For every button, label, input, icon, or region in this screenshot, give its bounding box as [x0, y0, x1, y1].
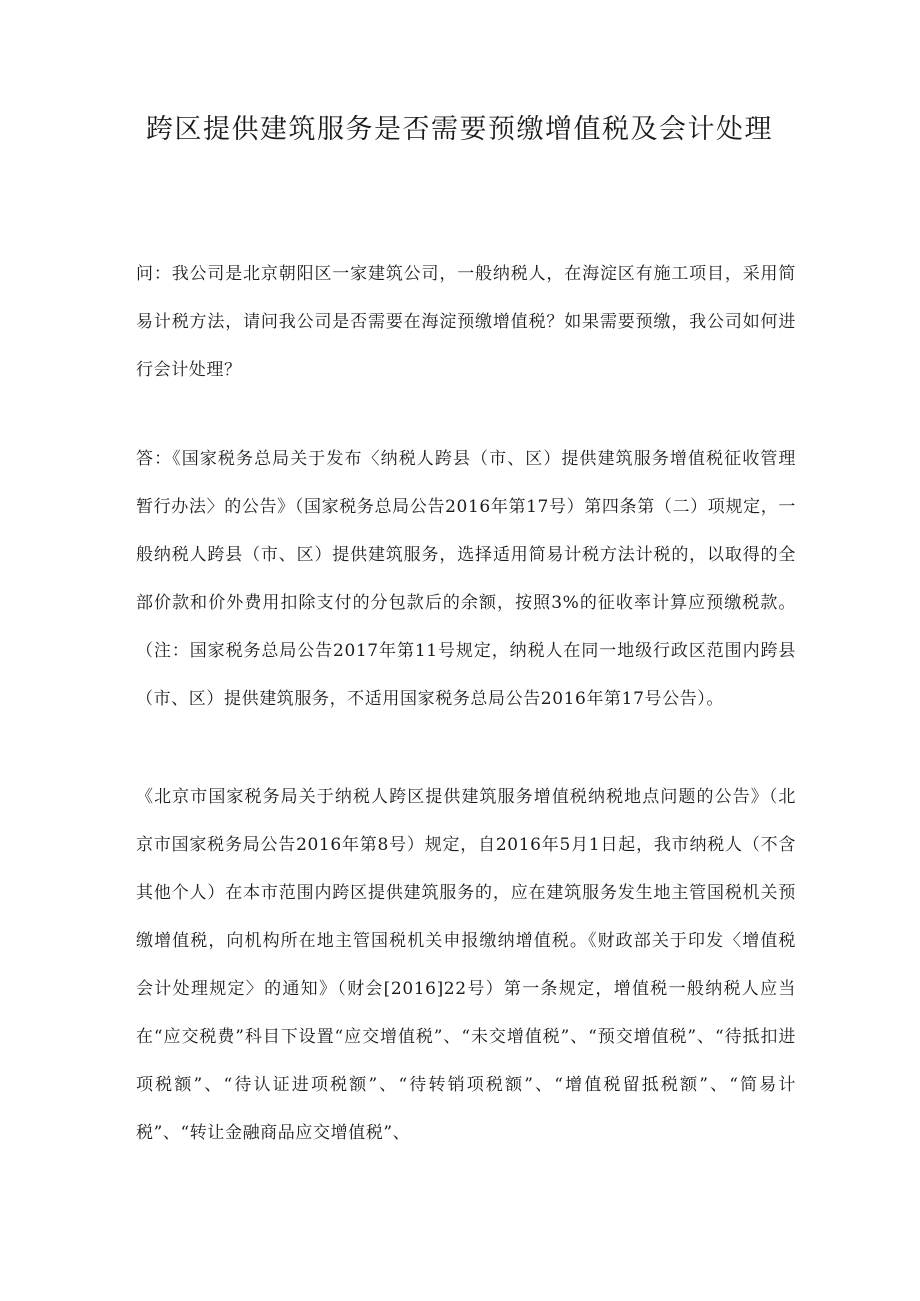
document-title: 跨区提供建筑服务是否需要预缴增值税及会计处理	[146, 114, 773, 145]
answer-paragraph: 答：《国家税务总局关于发布〈纳税人跨县（市、区）提供建筑服务增值税征收管理暂行办法〉的公告》（国家税务总局公告2016年第17号）第四条第（二）项规定，一般纳税人跨县（市、区）提供建筑服务，选择适用简易计税方法计税的，以取得的全部价款和价外费用扣除支付的分包款后的余额，按照3%的征收率计算应预缴税款。（注：国家税务总局公告2017年第11号规定，纳税人在同一地级行政区范围内跨县（市、区）提供建筑服务，不适用国家税务总局公告2016年第17号公告）。	[136, 449, 796, 709]
question-paragraph: 问：我公司是北京朝阳区一家建筑公司，一般纳税人，在海淀区有施工项目，采用简易计税方法，请问我公司是否需要在海淀预缴增值税？如果需要预缴，我公司如何进行会计处理？	[136, 264, 796, 380]
regulation-paragraph: 《北京市国家税务局关于纳税人跨区提供建筑服务增值税纳税地点问题的公告》（北京市国家税务局公告2016年第8号）规定，自2016年5月1日起，我市纳税人（不含其他个人）在本市范围内跨区提供建筑服务的，应在建筑服务发生地主管国税机关预缴增值税，向机构所在地主管国税机关申报缴纳增值税。《财政部关于印发〈增值税会计处理规定〉的通知》（财会[2016]22号）第一条规定，增值税一般纳税人应当在“应交税费”科目下设置“应交增值税”、“未交增值税”、“预交增值税”、“待抵扣进项税额”、“待认证进项税额”、“待转销项税额”、“增值税留抵税额”、“简易计税”、“转让金融商品应交增值税”、	[136, 787, 796, 1143]
